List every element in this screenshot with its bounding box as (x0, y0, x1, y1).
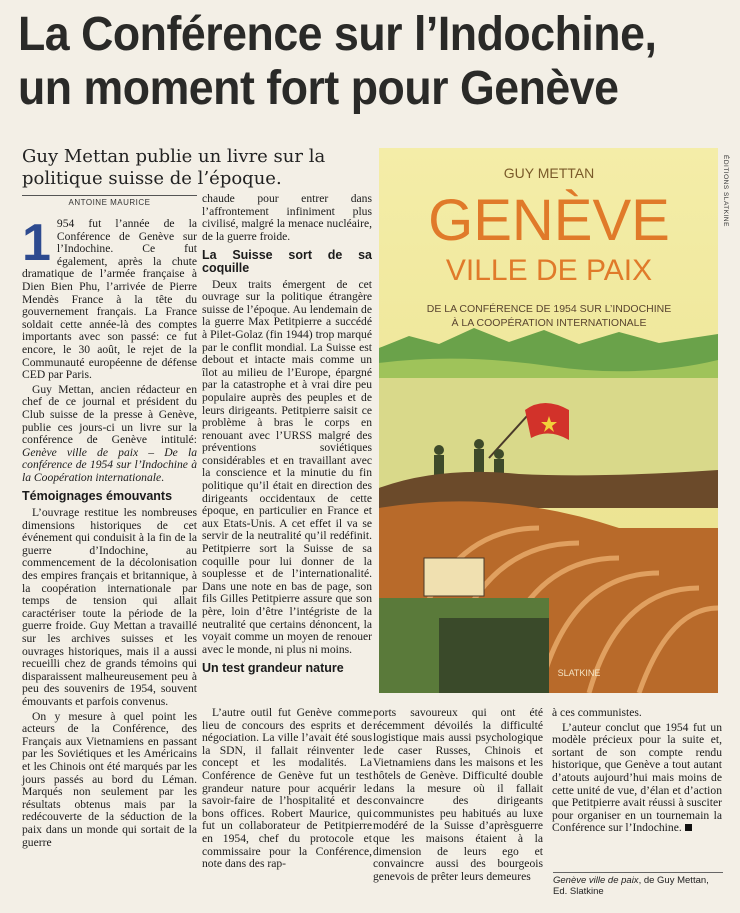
book-title-italic: Genève ville de paix – De la conférence de 1954 sur l’Indochine à la Coopération internationale (22, 445, 197, 484)
paragraph: L’auteur conclut que 1954 fut un modèle précieux pour la suite et, sortant de son compte rendu historique, que Genève a tout autant d’atouts aujourd’hui mais moins de cette unité de vue, d’élan et d’action que Petitpierre avait réussi à susciter pour organiser en un tournemain la Conférence sur l’Indochine. (552, 720, 722, 835)
article-column-1 (22, 214, 197, 851)
paragraph: Guy Mettan, ancien rédacteur en chef de ce journal et président du Club suisse de la presse à Genève, publie ces jours-ci un livre sur la conférence de Genève intitulé: Genève ville de paix – De la conférence de 1954 sur l’Indochine à la Coopération internationale. (22, 382, 197, 484)
paragraph: ports savoureux qui ont été récemment dévoilés la difficulté logistique mais aussi psychologique de caser Russes, Chinois et Vietnamiens dans les maisons et les hôtels de Genève. Difficulté double dans la mesure où il fallait convaincre des dirigeants communistes peu habitués au luxe modéré de la Suisse d’aprèsguerre que les maisons étaient à la dimension de leurs ego et convaincre aussi des bourgeois genevois de prêter leurs demeures (373, 706, 543, 883)
photo-credit: ÉDITIONS SLATKINE (722, 155, 729, 227)
section-heading: La Suisse sort de sa coquille (202, 248, 372, 275)
cover-sign: SLATKINE (557, 668, 601, 678)
section-heading: Témoignages émouvants (22, 489, 173, 504)
book-cover-image (379, 148, 718, 693)
section-heading: Un test grandeur nature (202, 661, 344, 676)
paragraph: On y mesure à quel point les acteurs de la Conférence, des Français aux Vietnamiens en passant par les Soviétiques et les Américains et les Chinois ont été marqués par les jours passés au bord du Léman. Marqués non seulement par les résultats obtenus mais par la redécouverte de la séduction de la paix dans un monde qui sortait de la guerre (22, 709, 197, 849)
byline: ANTOINE MAURICE (22, 195, 197, 207)
image-caption: Genève ville de paix, de Guy Mettan, Ed. Slatkine (553, 872, 723, 897)
headline-line-2: un moment fort pour Genève (18, 62, 619, 115)
book-cover-illustration (379, 148, 718, 693)
paragraph: Deux traits émergent de cet ouvrage sur la politique étrangère suisse de l’époque. Au lendemain de la guerre Max Petitpierre a succédé à Pilet-Golaz (fin 1944) trop marqué par le conflit mondial. La Suisse est debout et intacte mais comme un îlot au milieu de l’Europe, épargné par la catastrophe et à vrai dire peu populaire auprès des peuples et de leurs dirigeants. Petitpierre saisit ce problème à bras le corps en renouant avec l’URSS malgré des préventions soviétiques considérables et en travaillant avec la conscience et la minutie du fin politique qu’il était en direction des dirigeants occidentaux de cette époque, en particulier en France et aux Etats-Unis. A cet effet il va se servir de la neutralité qu’il redéfinit. Petitpierre sort la Suisse de sa coquille pour lui donner de la souplesse et de l’internationalité. Dans une note en bas de page, son fils Gilles Petitpierre assure que son père, loin d’être l’intégriste de la neutralité que certains dénoncent, la voyait comme un moyen de renouer avec le monde, ni plus ni moins. (202, 277, 372, 656)
end-mark (685, 824, 692, 831)
cover-trench (439, 618, 549, 693)
article-column-4 (373, 707, 543, 885)
article-column-5 (552, 707, 722, 837)
headline (18, 8, 678, 116)
lead-paragraph: 1 954 fut l’année de la Conférence de Genève sur l’Indochine. Ce fut également, après la chute dramatique de l’armée française à Dien Bien Phu, l’arrivée de Pierre Mendès France à la tête du gouvernement français. La France soldait cette année-là des comptes importants avec son passé: ce fut encore, le 30 août, le rejet de la Communauté européenne de défense CED par Paris. (22, 214, 197, 382)
article-column-2 (202, 193, 372, 679)
cover-title-1: GENÈVE (428, 188, 670, 253)
headline-line-1: La Conférence sur l’Indochine, (18, 8, 657, 61)
paragraph: L’autre outil fut Genève comme lieu de concours des esprits et de négociation. La ville l’avait été sous la SDN, il fallait réinventer le concept et les modalités. La Conférence de Genève fut un test grandeur nature pour acquérir le savoir-faire de l’hospitalité et des bons offices. Robert Maurice, qui fut un collaborateur de Petitpierre en 1954, chef du protocole et commissaire pour la Conférence, note dans des rap- (202, 706, 372, 871)
dropcap: 1 (22, 214, 51, 272)
article-column-3 (202, 707, 372, 873)
subhead: Guy Mettan publie un livre sur la politique suisse de l’époque. (22, 146, 326, 189)
cover-author: GUY METTAN (503, 165, 595, 181)
paragraph: chaude pour entrer dans l’affrontement infiniment plus civilisé, malgré la menace nucléaire, de la guerre froide. (202, 192, 372, 243)
paragraph: L’ouvrage restitue les nombreuses dimensions historiques de cet événement qui conduisit à la fin de la guerre d’Indochine, au commencement de la décolonisation des empires français et britannique, à la coopération internationale par temps de tension qui allait caractériser toute la période de la guerre froide. Guy Mettan a travaillé sur les archives suisses et les ouvrages historiques, mais il a aussi recueilli chez de grands témoins qui disparaissent malheureusement peu à peu des souvenirs de 1954, souvent émouvants et parfois convenus. (22, 506, 197, 708)
cover-subtitle-1: DE LA CONFÉRENCE DE 1954 SUR L’INDOCHINE (426, 303, 672, 315)
paragraph: à ces communistes. (552, 706, 642, 719)
cover-sign-board (424, 558, 484, 596)
cover-title-2: VILLE DE PAIX (445, 254, 653, 287)
cover-subtitle-2: À LA COOPÉRATION INTERNATIONALE (451, 317, 647, 329)
